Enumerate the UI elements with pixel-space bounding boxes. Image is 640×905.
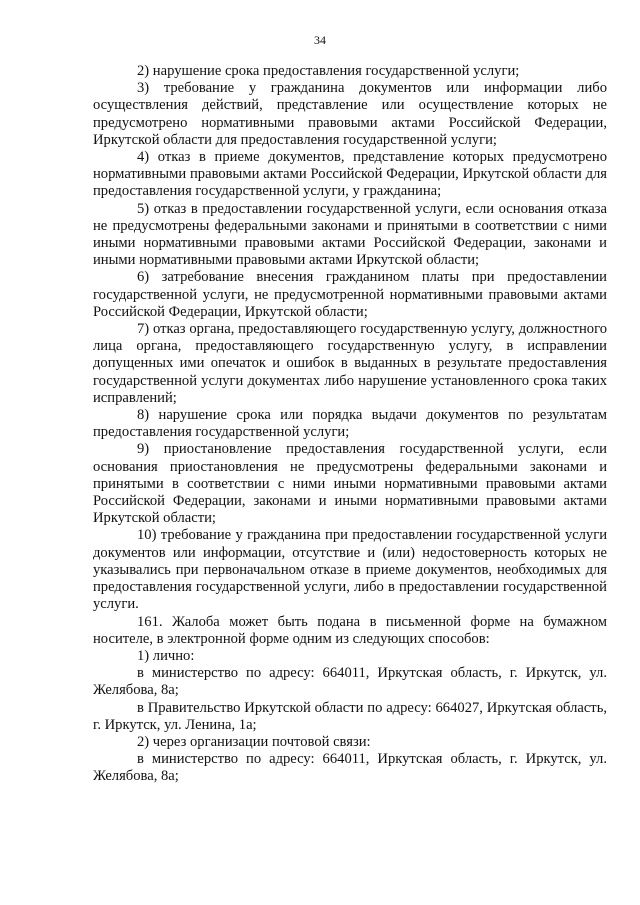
paragraph: 2) нарушение срока предоставления государственной услуги;: [137, 63, 520, 79]
paragraph: 10) требование у гражданина при предоставлении государственной услуги документов или информации, отсутствие и (или) недостоверность которых не указывались при первоначальном отказе в приеме документов, необходимых для предоставления государственной услуги, либо в предоставлении государственной услуги.: [93, 527, 607, 613]
paragraph: 5) отказ в предоставлении государственной услуги, если основания отказа не предусмотрены федеральными законами и принятыми в соответствии с ними иными нормативными правовыми актами Российской Федерации, законами и иными нормативными правовыми актами Иркутской области;: [93, 200, 607, 269]
paragraph: 3) требование у гражданина документов или информации либо осуществления действий, представление или осуществление которых не предусмотрено нормативными правовыми актами Российской Федерации, Иркутской области для предоставления государственной услуги;: [93, 80, 607, 148]
paragraph: в Правительство Иркутской области по адресу: 664027, Иркутская область, г. Иркутск, ул. Ленина, 1а;: [93, 699, 607, 733]
paragraph: в министерство по адресу: 664011, Иркутская область, г. Иркутск, ул. Желябова, 8а;: [93, 751, 607, 785]
paragraph: 6) затребование внесения гражданином платы при предоставлении государственной услуги, не предусмотренной нормативными правовыми актами Российской Федерации, Иркутской области;: [93, 269, 607, 320]
paragraph: в министерство по адресу: 664011, Иркутская область, г. Иркутск, ул. Желябова, 8а;: [93, 665, 607, 699]
paragraph: 2) через организации почтовой связи:: [137, 733, 371, 750]
paragraph: 7) отказ органа, предоставляющего государственную услугу, должностного лица органа, предоставляющего государственную услугу, в исправлении допущенных ими опечаток и ошибок в выданных в результате предоставления государственной услуги документах либо нарушение установленного срока таких исправлений;: [93, 321, 607, 406]
paragraph: 4) отказ в приеме документов, представление которых предусмотрено нормативными правовыми актами Российской Федерации, Иркутской области для предоставления государственной услуги, у гражданина;: [93, 149, 607, 200]
body-text: [93, 63, 607, 786]
paragraph: 9) приостановление предоставления государственной услуги, если основания приостановления не предусмотрены федеральными законами и принятыми в соответствии с ними иными нормативными правовыми актами Российской Федерации, законами и иными нормативными правовыми актами Иркутской области;: [93, 441, 607, 527]
page-number: 34: [314, 33, 326, 47]
paragraph: 1) лично:: [137, 647, 195, 664]
paragraph: 161. Жалоба может быть подана в письменной форме на бумажном носителе, в электронной форме одним из следующих способов:: [93, 613, 607, 647]
paragraph: 8) нарушение срока или порядка выдачи документов по результатам предоставления государственной услуги;: [93, 407, 607, 441]
